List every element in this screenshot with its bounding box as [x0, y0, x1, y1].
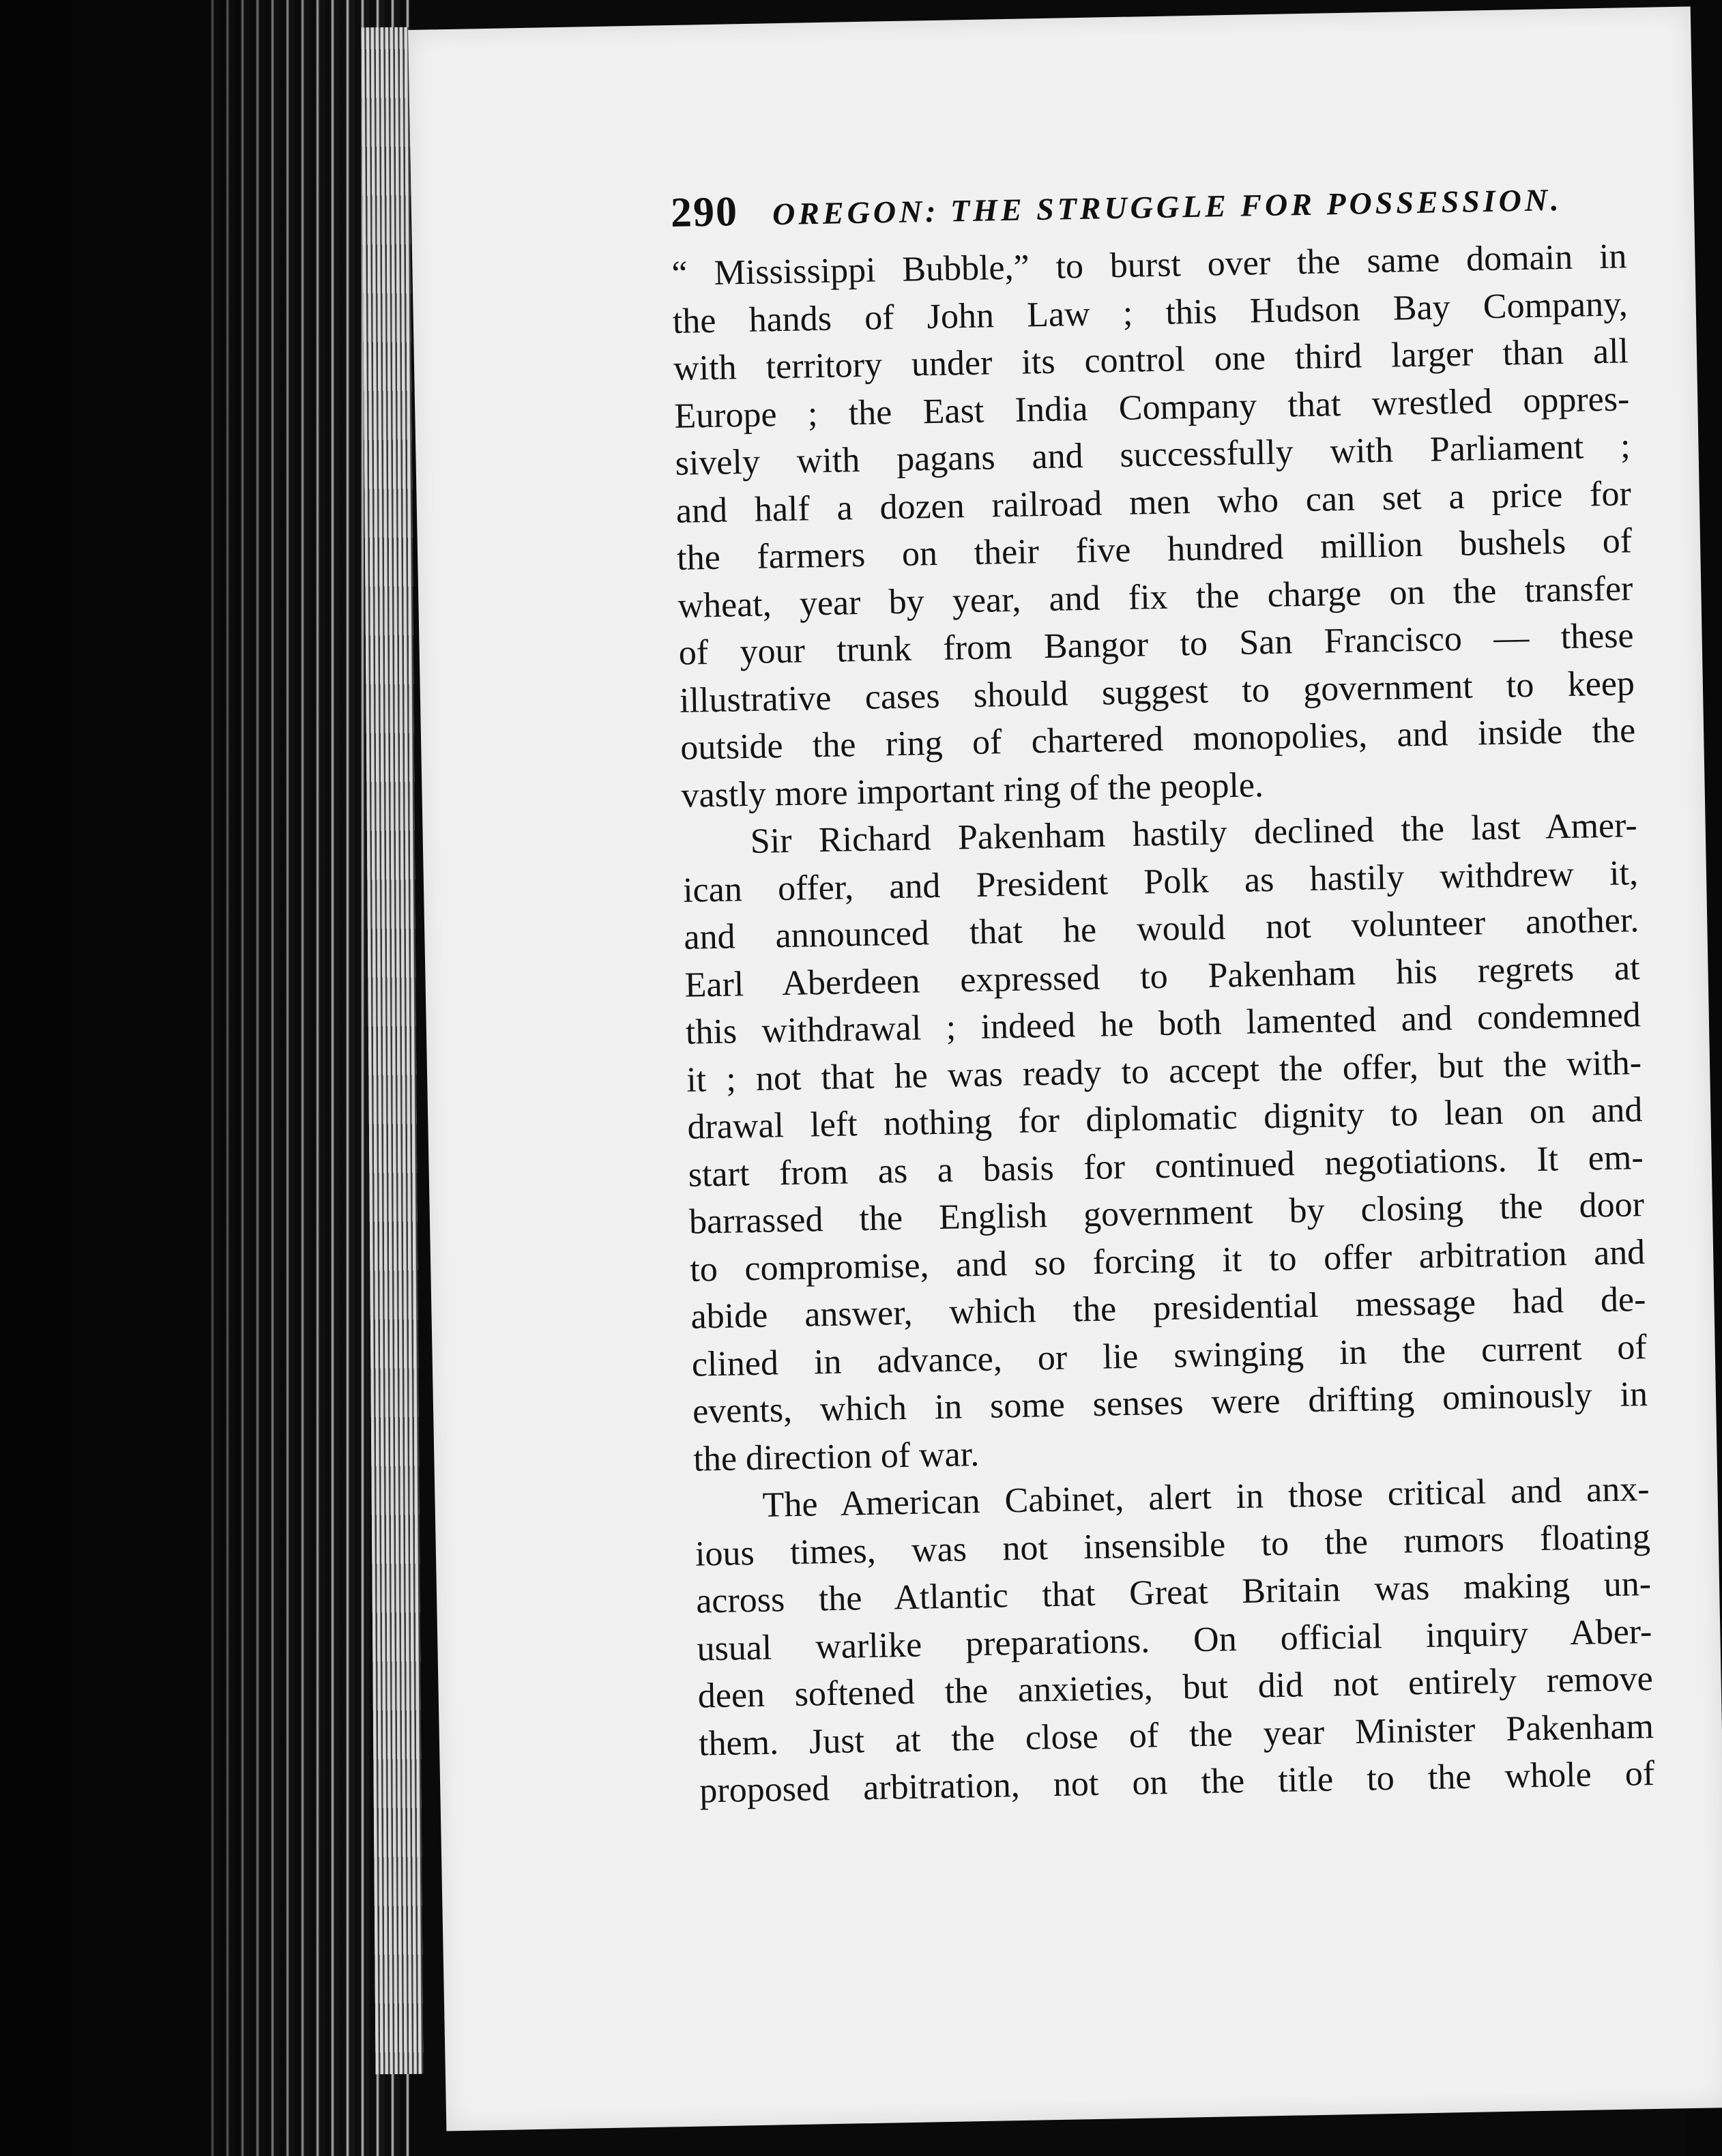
text-line: Sir Richard Pakenham hastily declined the last Amer- — [750, 806, 1638, 861]
text-line: events, which in some senses were drifting ominously in — [692, 1375, 1648, 1431]
text-line: illustrative cases should suggest to government to keep — [679, 663, 1635, 720]
body-text — [671, 233, 1655, 1815]
page-number: 290 — [670, 188, 739, 236]
text-line: the hands of John Law ; this Hudson Bay Company, — [672, 284, 1629, 341]
text-line: the farmers on their five hundred million bushels of — [676, 521, 1633, 578]
text-line: across the Atlantic that Great Britain was making un- — [695, 1564, 1652, 1621]
text-line: outside the ring of chartered monopolies, and inside the — [680, 711, 1636, 768]
paragraph-2 — [682, 802, 1649, 1483]
text-line: Europe ; the East India Company that wrestled oppres- — [673, 379, 1630, 436]
text-line: clined in advance, or lie swinging in the current of — [691, 1327, 1648, 1384]
text-line: deen softened the anxieties, but did not entirely remove — [697, 1659, 1654, 1716]
text-line: ious times, was not insensible to the rumors floating — [695, 1517, 1651, 1574]
book-page — [408, 7, 1722, 2131]
text-line: the direction of war. — [692, 1434, 980, 1479]
text-line: ican offer, and President Polk as hastily withdrew it, — [682, 853, 1639, 910]
text-line: drawal left nothing for diplomatic dignity to lean on and — [687, 1090, 1643, 1147]
text-line: and announced that he would not volunteer another. — [683, 901, 1639, 957]
text-line: barrassed the English government by closing the door — [688, 1185, 1645, 1242]
running-title: OREGON: THE STRUGGLE FOR POSSESSION. — [772, 182, 1562, 232]
paragraph-3 — [694, 1466, 1655, 1815]
text-line: vastly more important ring of the people. — [681, 765, 1264, 815]
text-line: sively with pagans and successfully with Parliament ; — [675, 426, 1631, 483]
text-line: of your trunk from Bangor to San Francisco — these — [678, 616, 1635, 673]
text-line: wheat, year by year, and fix the charge on the transfer — [677, 568, 1633, 626]
text-line: The American Cabinet, alert in those critical and anx- — [762, 1470, 1650, 1525]
text-line: abide answer, which the presidential message had de- — [690, 1280, 1646, 1337]
paragraph-1 — [671, 233, 1637, 819]
text-line: and half a dozen railroad men who can set a price for — [675, 474, 1632, 531]
page-header — [670, 171, 1653, 237]
text-line: proposed arbitration, not on the title to the whole of — [699, 1753, 1655, 1811]
text-line: to compromise, and so forcing it to offer arbitration and — [689, 1232, 1646, 1290]
text-line: start from as a basis for continued negotiations. It em- — [688, 1137, 1644, 1195]
text-line: them. Just at the close of the year Minister Pakenham — [698, 1706, 1654, 1764]
text-line: “ Mississippi Bubble,” to burst over the same domain in — [671, 237, 1627, 293]
text-line: with territory under its control one third larger than all — [673, 332, 1629, 388]
text-line: usual warlike preparations. On official inquiry Aber- — [697, 1612, 1652, 1669]
text-line: this withdrawal ; indeed he both lamented and condemned — [685, 995, 1641, 1052]
text-line: it ; not that he was ready to accept the offer, but the with- — [686, 1043, 1642, 1100]
text-line: Earl Aberdeen expressed to Pakenham his regrets at — [684, 948, 1641, 1005]
